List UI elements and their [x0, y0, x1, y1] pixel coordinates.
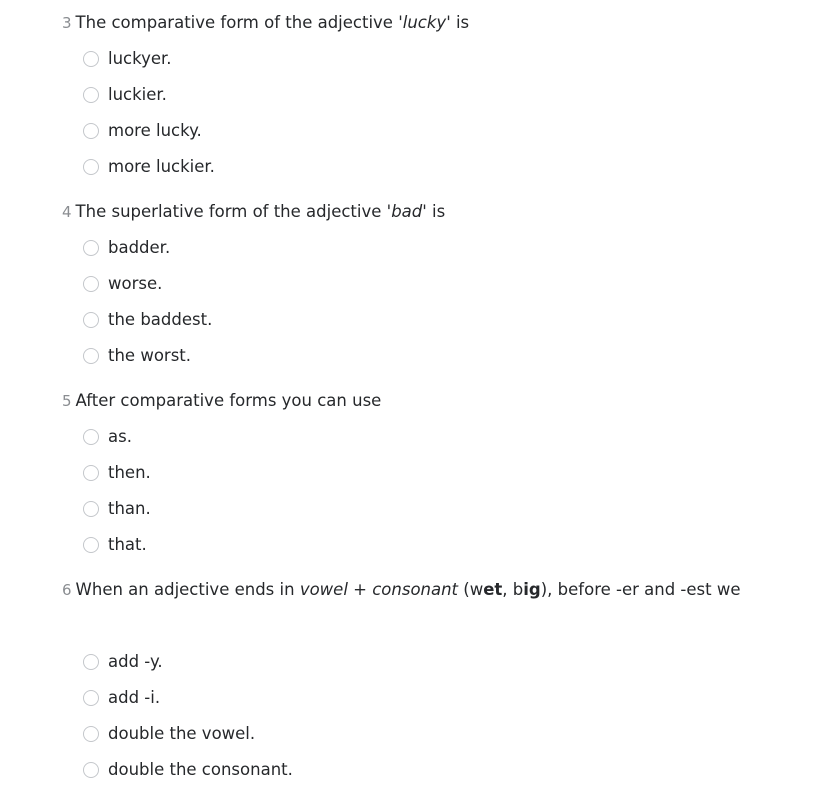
option-then[interactable] [83, 461, 151, 485]
option-label: then. [108, 463, 151, 482]
question-number: 3 [62, 14, 72, 32]
question-title [62, 579, 816, 601]
question-text: The superlative form of the adjective 'bad' is [75, 202, 446, 221]
question-4 [62, 201, 816, 365]
radio-button[interactable] [83, 159, 99, 175]
radio-button[interactable] [83, 654, 99, 670]
option-label: the baddest. [108, 310, 213, 329]
option-as[interactable] [83, 425, 132, 449]
option-label: worse. [108, 274, 163, 293]
radio-button[interactable] [83, 726, 99, 742]
option-that[interactable] [83, 533, 147, 557]
option-label: the worst. [108, 346, 192, 365]
option-add-i[interactable] [83, 686, 160, 710]
option-double-the-vowel[interactable] [83, 722, 255, 746]
question-title [62, 201, 816, 223]
option-label: that. [108, 535, 147, 554]
option-label: add -i. [108, 688, 161, 707]
radio-button[interactable] [83, 537, 99, 553]
option-label: luckyer. [108, 49, 172, 68]
radio-button[interactable] [83, 276, 99, 292]
radio-button[interactable] [83, 465, 99, 481]
radio-button[interactable] [83, 87, 99, 103]
radio-button[interactable] [83, 429, 99, 445]
radio-button[interactable] [83, 348, 99, 364]
option-double-the-consonant[interactable] [83, 758, 293, 782]
question-6 [62, 579, 816, 779]
radio-button[interactable] [83, 240, 99, 256]
option-more-luckier[interactable] [83, 155, 215, 179]
radio-button[interactable] [83, 762, 99, 778]
option-label: than. [108, 499, 151, 518]
option-the-worst[interactable] [83, 344, 191, 368]
question-number: 4 [62, 203, 72, 221]
question-title [62, 12, 816, 34]
option-luckier[interactable] [83, 83, 167, 107]
option-label: more luckier. [108, 157, 215, 176]
option-badder[interactable] [83, 236, 170, 260]
question-3 [62, 12, 816, 176]
question-number: 6 [62, 581, 72, 599]
option-luckyer[interactable] [83, 47, 172, 71]
question-text: The comparative form of the adjective 'lucky' is [75, 13, 470, 32]
question-text: When an adjective ends in vowel + consonant (wet, big), before -er and -est we [75, 580, 741, 599]
radio-button[interactable] [83, 51, 99, 67]
option-label: double the vowel. [108, 724, 256, 743]
radio-button[interactable] [83, 123, 99, 139]
option-label: add -y. [108, 652, 163, 671]
option-worse[interactable] [83, 272, 162, 296]
question-text: After comparative forms you can use [75, 391, 382, 410]
option-label: luckier. [108, 85, 167, 104]
question-number: 5 [62, 392, 72, 410]
option-add-y[interactable] [83, 650, 163, 674]
radio-button[interactable] [83, 312, 99, 328]
question-title [62, 390, 816, 412]
option-label: more lucky. [108, 121, 202, 140]
question-5 [62, 390, 816, 554]
option-label: double the consonant. [108, 760, 293, 779]
radio-button[interactable] [83, 501, 99, 517]
option-label: badder. [108, 238, 171, 257]
option-than[interactable] [83, 497, 151, 521]
option-label: as. [108, 427, 132, 446]
option-more-lucky[interactable] [83, 119, 202, 143]
radio-button[interactable] [83, 690, 99, 706]
option-the-baddest[interactable] [83, 308, 212, 332]
